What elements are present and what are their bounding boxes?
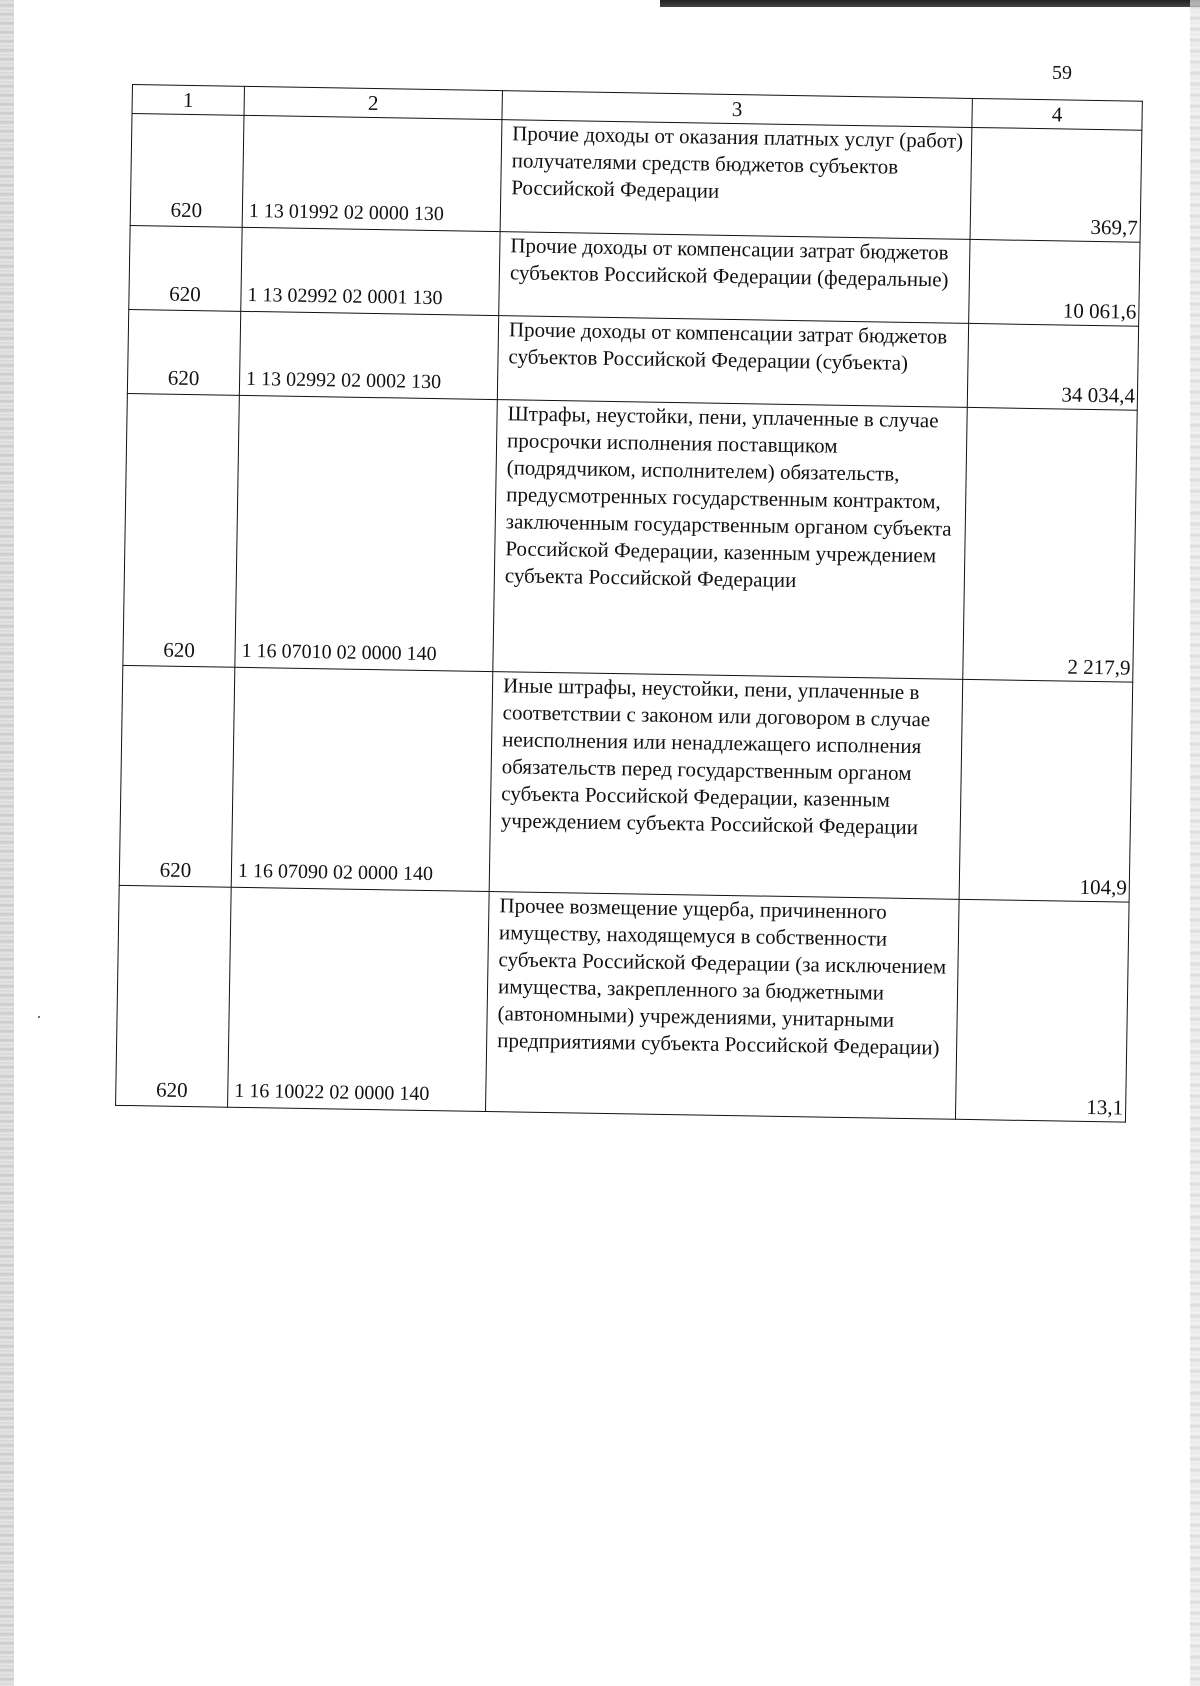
scan-right-edge: [1190, 0, 1200, 1686]
page-number: 59: [1052, 62, 1072, 84]
revenue-table-container: [115, 84, 1142, 1123]
kbk-code-cell: 1 13 01992 02 0000 130: [242, 115, 502, 231]
kbk-code-cell: 1 16 07010 02 0000 140: [235, 395, 497, 671]
scan-top-edge: [660, 0, 1200, 7]
amount-cell: 2 217,9: [963, 407, 1137, 682]
kbk-code-cell: 1 13 02992 02 0001 130: [241, 227, 500, 315]
kbk-code-cell: 1 13 02992 02 0002 130: [239, 311, 498, 399]
revenue-name-cell: Прочее возмещение ущерба, причиненного имуществу, находящемуся в собственности субъекта Российской Федерации (за исключением имущества, закрепленного за бюджетными (автономными) учреждениями, унитарными предприятиями субъекта Российской Федерации): [486, 892, 960, 1120]
admin-code-cell: 620: [129, 225, 242, 311]
scan-left-edge: [0, 0, 14, 1686]
revenue-name-cell: Иные штрафы, неустойки, пени, уплаченные в соответствии с законом или договором в случае неисполнения или ненадлежащего исполнения обязательств перед государственным органом субъекта Российской Федерации, казенным учреждением субъекта Российской Федерации: [489, 672, 963, 900]
table-row: [116, 885, 1130, 1122]
admin-code-cell: 620: [123, 393, 239, 667]
header-col-1: 1: [132, 85, 244, 116]
header-col-3: 3: [502, 91, 972, 128]
amount-cell: 34 034,4: [967, 323, 1138, 410]
revenue-name-cell: Прочие доходы от оказания платных услуг (работ) получателями средств бюджетов субъектов Российской Федерации: [500, 120, 972, 240]
kbk-code-cell: 1 16 10022 02 0000 140: [228, 887, 490, 1111]
amount-cell: 104,9: [959, 679, 1133, 902]
admin-code-cell: 620: [127, 309, 240, 395]
admin-code-cell: 620: [116, 885, 232, 1107]
revenue-table: [115, 84, 1143, 1123]
kbk-code-cell: 1 16 07090 02 0000 140: [231, 667, 493, 891]
revenue-name-cell: Прочие доходы от компенсации затрат бюджетов субъектов Российской Федерации (федеральные): [499, 232, 970, 324]
table-row: [123, 393, 1137, 682]
scan-speck: [38, 1016, 40, 1018]
table-row: [119, 665, 1133, 902]
header-col-2: 2: [244, 86, 502, 119]
table-row: [130, 114, 1142, 243]
amount-cell: 369,7: [970, 127, 1142, 242]
admin-code-cell: 620: [119, 665, 235, 887]
revenue-name-cell: Прочие доходы от компенсации затрат бюджетов субъектов Российской Федерации (субъекта): [497, 316, 968, 408]
amount-cell: 13,1: [955, 899, 1129, 1122]
header-col-4: 4: [972, 98, 1142, 130]
amount-cell: 10 061,6: [969, 239, 1140, 326]
admin-code-cell: 620: [130, 114, 244, 228]
revenue-name-cell: Штрафы, неустойки, пени, уплаченные в случае просрочки исполнения поставщиком (подрядчиком, исполнителем) обязательств, предусмотренных государственным контрактом, заключенным государственным органом субъекта Российской Федерации, казенным учреждением субъекта Российской Федерации: [493, 400, 967, 680]
